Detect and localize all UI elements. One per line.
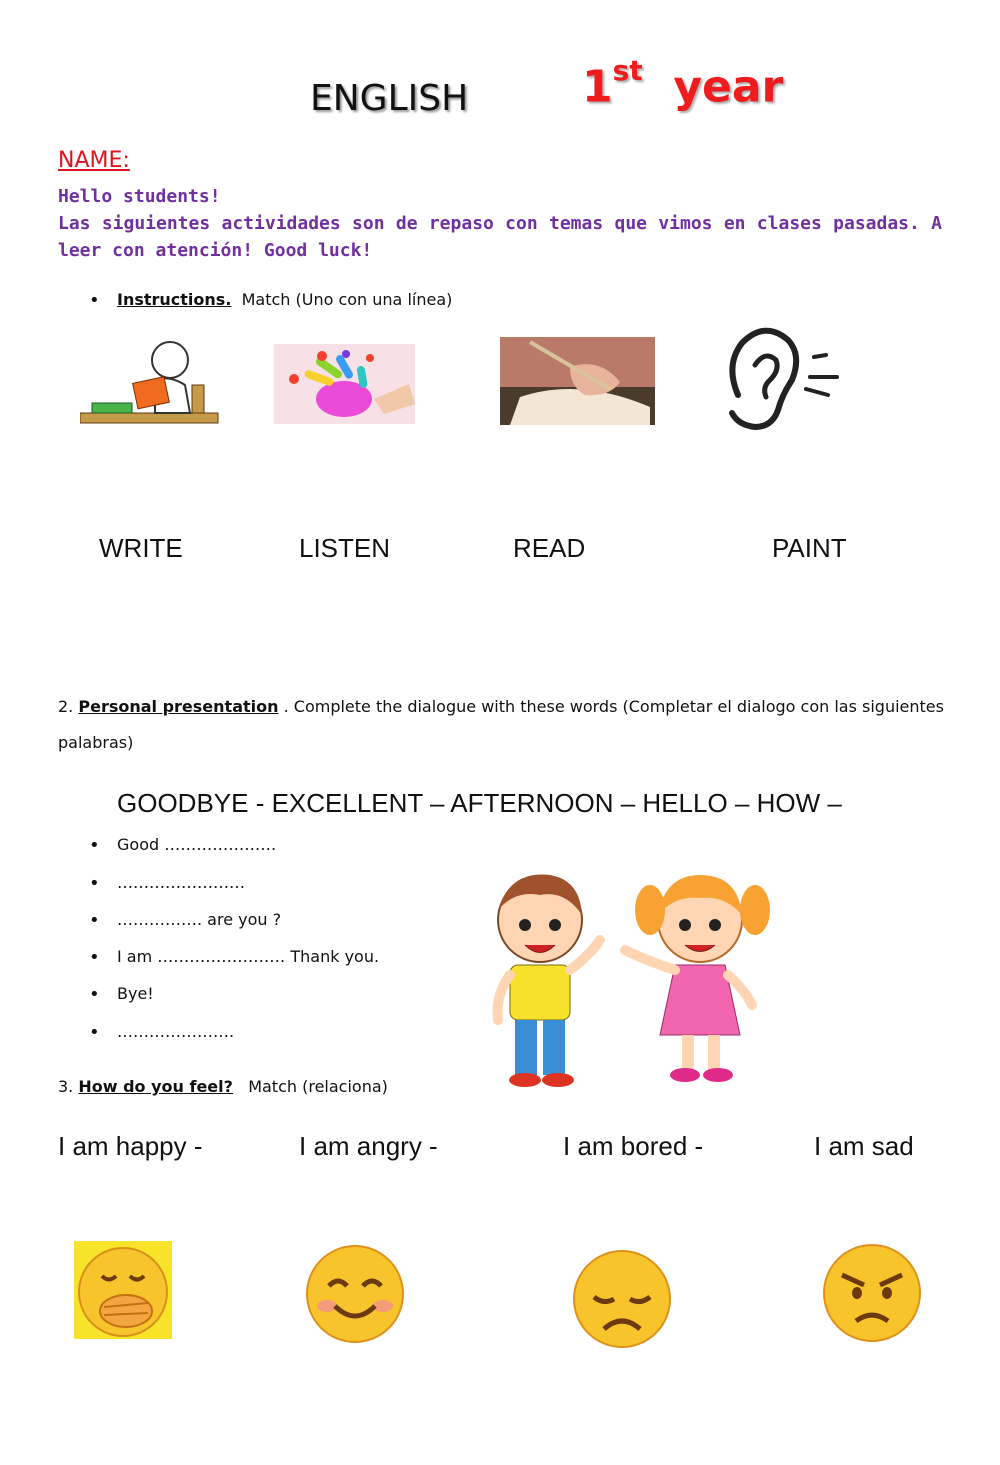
ear-icon: [720, 325, 845, 435]
word-bank: GOODBYE - EXCELLENT – AFTERNOON – HELLO – HOW –: [117, 788, 842, 818]
verb-paint: PAINT: [772, 533, 847, 563]
section3-title: How do you feel?: [78, 1077, 233, 1096]
feeling-bored: I am bored -: [563, 1131, 704, 1161]
year-suffix: st: [612, 54, 643, 87]
year-word: year: [673, 61, 784, 113]
section2-text-cont: palabras): [58, 733, 134, 752]
dialogue-line: • I am …………………… Thank you.: [117, 947, 379, 966]
worksheet-subject: ENGLISH: [310, 78, 469, 119]
section2-number: 2.: [58, 697, 74, 716]
dialogue-line: • Good …………………: [117, 835, 276, 854]
feeling-angry: I am angry -: [299, 1131, 438, 1161]
dialogue-line: • ……………………: [117, 873, 245, 892]
reading-person-icon: [80, 335, 220, 430]
intro-text: Las siguientes actividades son de repaso con temas que vimos en clases pasadas. A leer con atención! Good luck!: [58, 213, 942, 261]
name-label: NAME:: [58, 148, 130, 173]
dialogue-line: • ………………….: [117, 1022, 234, 1041]
kids-illustration: [470, 860, 780, 1090]
verb-write: WRITE: [99, 533, 183, 563]
feeling-sad: I am sad: [814, 1131, 914, 1161]
verb-read: READ: [513, 533, 586, 563]
boy-icon: [498, 874, 601, 1087]
dialogue-line: • ……………. are you ?: [117, 910, 281, 929]
instructions-title: Instructions.: [117, 290, 232, 309]
section3-heading: [58, 1077, 388, 1096]
instructions-line: [117, 290, 452, 309]
writing-hand-icon: [500, 337, 655, 425]
smiling-emoji-icon: [305, 1244, 405, 1344]
section2-title: Personal presentation: [78, 697, 279, 716]
dialogue-line: • Bye!: [117, 984, 154, 1003]
section3-text: Match (relaciona): [248, 1077, 388, 1096]
yawning-emoji-icon: [74, 1241, 172, 1339]
verb-listen: LISTEN: [299, 533, 391, 563]
sad-emoji-icon: [572, 1249, 672, 1349]
painted-hand-icon: [274, 344, 415, 424]
section2-heading: [58, 697, 958, 716]
section2-text: . Complete the dialogue with these words (Completar el dialogo con las siguientes: [283, 697, 944, 716]
section3-number: 3.: [58, 1077, 74, 1096]
girl-icon: [625, 875, 770, 1082]
feeling-happy: I am happy -: [58, 1131, 203, 1161]
greeting: Hello students!: [58, 186, 221, 207]
angry-emoji-icon: [822, 1243, 922, 1343]
year-number: 1: [582, 61, 613, 113]
instructions-text: Match (Uno con una línea): [241, 290, 453, 309]
worksheet-year: [582, 54, 784, 113]
